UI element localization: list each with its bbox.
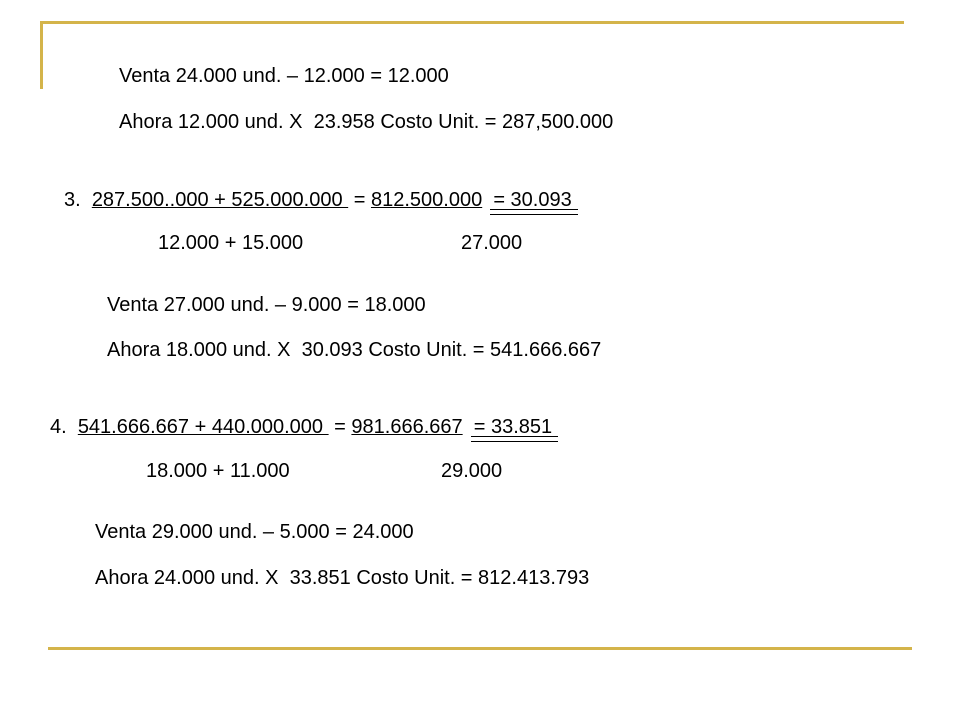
left-rule bbox=[40, 21, 43, 89]
step3-numerator: 287.500..000 + 525.000.000 bbox=[91, 189, 349, 211]
top-rule bbox=[40, 21, 904, 24]
step3-result: = 30.093 bbox=[482, 189, 572, 211]
bottom-rule bbox=[48, 647, 912, 650]
step3-sum: 812.500.000 bbox=[370, 189, 483, 211]
step3-equation bbox=[64, 188, 572, 212]
step3-denominator-sum: 27.000 bbox=[461, 232, 523, 254]
step3-equals-1: = bbox=[348, 189, 371, 211]
step4-denominator-sum: 29.000 bbox=[441, 460, 503, 482]
ahora-line-1: Ahora 12.000 und. X 23.958 Costo Unit. = 287,500.000 bbox=[119, 111, 614, 133]
step4-numerator: 541.666.667 + 440.000.000 bbox=[77, 416, 329, 438]
ahora-line-3: Ahora 24.000 und. X 33.851 Costo Unit. = 812.413.793 bbox=[95, 567, 590, 589]
step4-denominator: 18.000 + 11.000 bbox=[146, 460, 290, 482]
step4-sum: 981.666.667 bbox=[351, 416, 463, 438]
step3-number: 3. bbox=[64, 189, 81, 211]
step4-equals-1: = bbox=[328, 416, 352, 438]
step3-denominator: 12.000 + 15.000 bbox=[158, 232, 304, 254]
venta-line-2: Venta 27.000 und. – 9.000 = 18.000 bbox=[107, 294, 426, 316]
step4-result: = 33.851 bbox=[462, 416, 553, 438]
ahora-line-2: Ahora 18.000 und. X 30.093 Costo Unit. = 541.666.667 bbox=[107, 339, 602, 361]
step4-number: 4. bbox=[50, 416, 67, 438]
venta-line-1: Venta 24.000 und. – 12.000 = 12.000 bbox=[119, 65, 449, 87]
venta-line-3: Venta 29.000 und. – 5.000 = 24.000 bbox=[95, 521, 414, 543]
step4-equation bbox=[50, 415, 552, 439]
